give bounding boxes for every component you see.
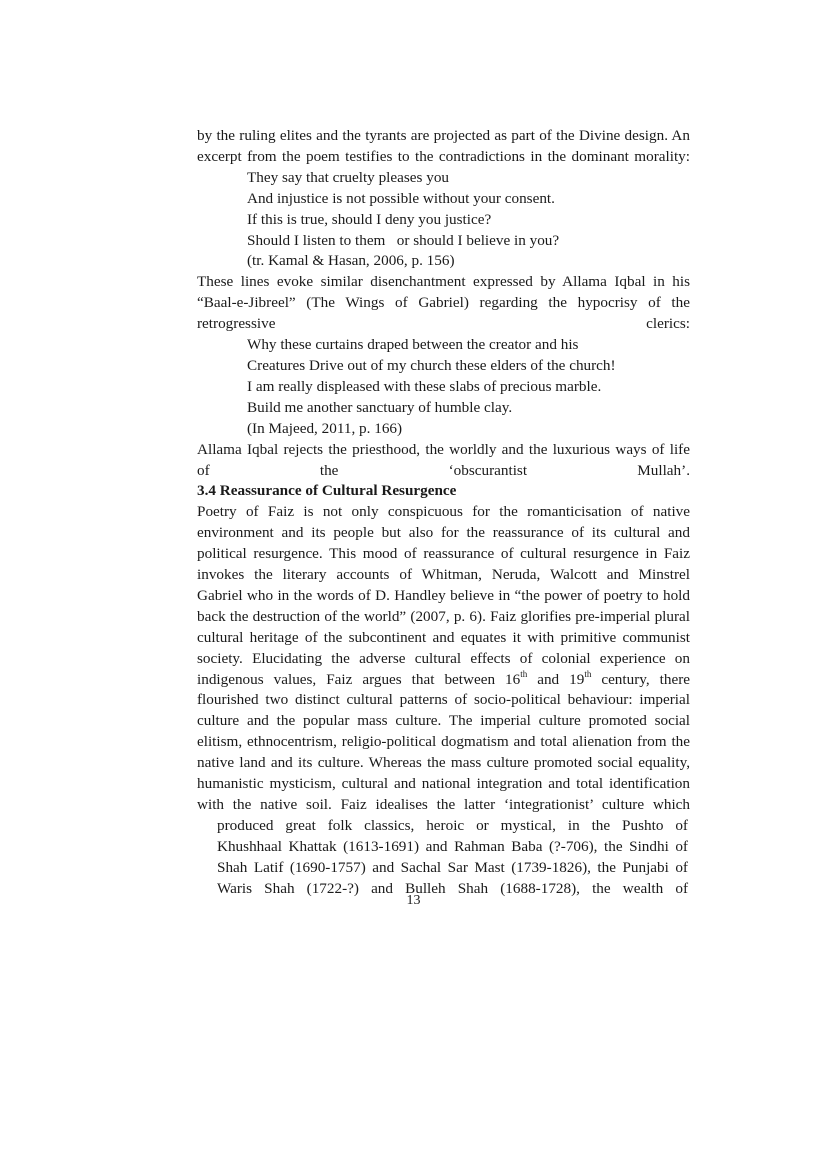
verse-line: If this is true, should I deny you justice?: [247, 210, 492, 228]
priesthood-paragraph: [197, 440, 690, 482]
text-line: of the ‘obscurantist Mullah’.: [197, 461, 690, 479]
text-fragment: indigenous values, Faiz argues that between 16: [197, 670, 521, 688]
verse-line: They say that cruelty pleases you: [247, 168, 450, 186]
resurgence-paragraph: [197, 502, 690, 816]
text-line: retrogressive clerics:: [197, 315, 690, 333]
text-line: political resurgence. This mood of reassurance of cultural resurgence in Faiz: [197, 545, 690, 563]
page-body: [197, 126, 690, 900]
text-line: by the ruling elites and the tyrants are projected as part of the Divine design. An: [197, 127, 690, 144]
poem-excerpt-faiz: [197, 168, 690, 273]
verse-line: Why these curtains draped between the creator and his: [247, 336, 579, 354]
page-number: 13: [406, 893, 421, 908]
text-line: culture and the popular mass culture. The imperial culture promoted social: [197, 712, 690, 730]
text-line: “Baal-e-Jibreel” (The Wings of Gabriel) regarding the hypocrisy of the: [197, 294, 690, 312]
superscript: th: [520, 668, 528, 679]
quote-line: Khushhaal Khattak (1613-1691) and Rahman Baba (?-706), the Sindhi of: [217, 837, 688, 855]
text-line-centuries: [197, 670, 690, 691]
text-line: flourished two distinct cultural patterns of socio-political behaviour: imperial: [197, 691, 690, 709]
text-line: native land and its culture. Whereas the mass culture promoted social equality,: [197, 754, 690, 772]
text-line: invokes the literary accounts of Whitman, Neruda, Walcott and Minstrel: [197, 566, 690, 584]
verse-line: Should I listen to them or should I believe in you?: [247, 231, 560, 249]
superscript: th: [584, 668, 592, 679]
text-line: excerpt from the poem testifies to the contradictions in the dominant morality:: [197, 147, 690, 165]
verse-line: And injustice is not possible without your consent.: [247, 189, 555, 207]
poem-excerpt-iqbal: [197, 335, 690, 440]
text-line: society. Elucidating the adverse cultural effects of colonial experience on: [197, 649, 690, 667]
text-line: environment and its people but also for the reassurance of its cultural and: [197, 524, 690, 542]
text-line: humanistic mysticism, cultural and national integration and total identification: [197, 775, 690, 793]
text-line: These lines evoke similar disenchantment expressed by Allama Iqbal in his: [197, 273, 690, 291]
text-line: cultural heritage of the subcontinent and equates it with primitive communist: [197, 628, 690, 646]
verse-line: I am really displeased with these slabs of precious marble.: [247, 377, 602, 395]
iqbal-paragraph: [197, 272, 690, 335]
text-fragment: and 19: [527, 670, 585, 688]
quote-line: Shah Latif (1690-1757) and Sachal Sar Mast (1739-1826), the Punjabi of: [217, 858, 688, 876]
verse-line: Creatures Drive out of my church these elders of the church!: [247, 356, 616, 374]
verse-citation: (tr. Kamal & Hasan, 2006, p. 156): [247, 252, 455, 270]
verse-line: Build me another sanctuary of humble clay.: [247, 398, 513, 416]
section-heading: 3.4 Reassurance of Cultural Resurgence: [197, 482, 457, 500]
text-line: elitism, ethnocentrism, religio-political dogmatism and total alienation from the: [197, 733, 690, 751]
text-line: with the native soil. Faiz idealises the latter ‘integrationist’ culture which: [197, 796, 690, 813]
text-line: back the destruction of the world” (2007, p. 6). Faiz glorifies pre-imperial plural: [197, 607, 690, 625]
block-quote: [197, 816, 690, 900]
text-line: Poetry of Faiz is not only conspicuous for the romanticisation of native: [197, 503, 690, 521]
quote-line: Waris Shah (1722-?) and Bulleh Shah (1688-1728), the wealth of: [217, 879, 688, 897]
text-fragment: century, there: [591, 670, 691, 688]
intro-paragraph: [197, 126, 690, 168]
text-line: Gabriel who in the words of D. Handley believe in “the power of poetry to hold: [197, 586, 690, 604]
verse-citation: (In Majeed, 2011, p. 166): [247, 419, 403, 437]
quote-line: produced great folk classics, heroic or mystical, in the Pushto of: [217, 816, 688, 834]
text-line: Allama Iqbal rejects the priesthood, the worldly and the luxurious ways of life: [197, 440, 690, 458]
